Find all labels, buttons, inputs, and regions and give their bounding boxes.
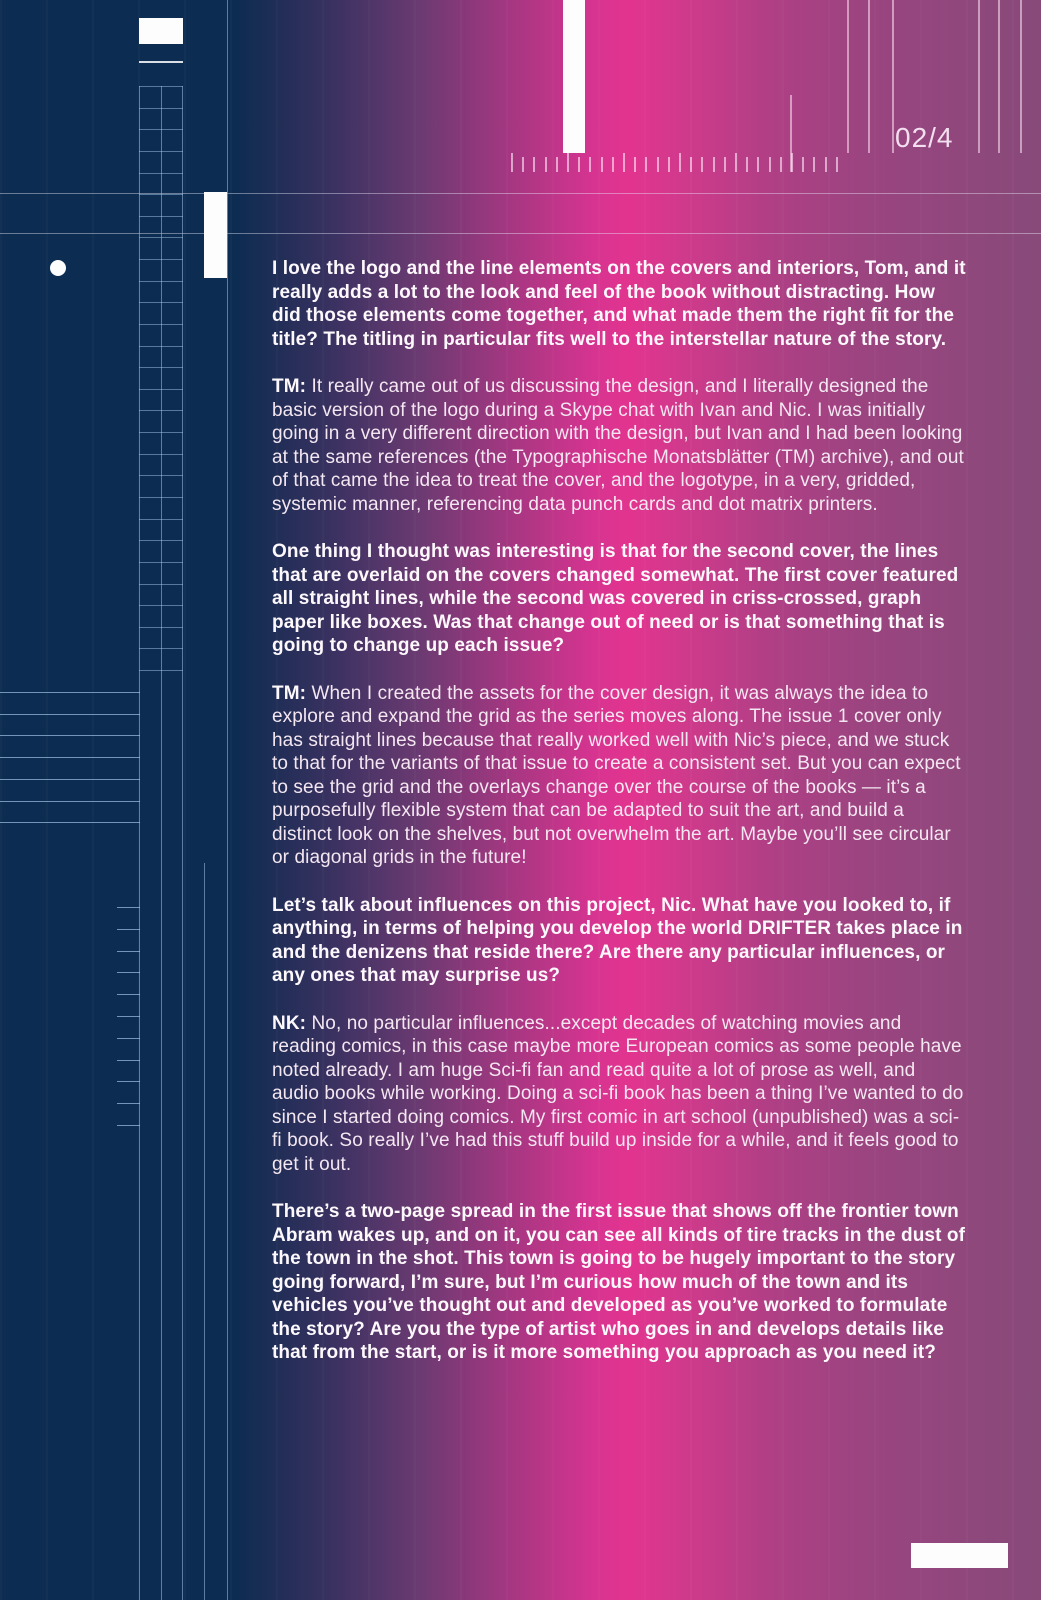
grid-row-line bbox=[139, 129, 183, 130]
ruler-tick bbox=[578, 157, 580, 172]
ruler-tick bbox=[735, 153, 737, 172]
paragraph-7: There’s a two-page spread in the first issue that shows off the frontier town Abram wakes up, and on it, you can see all kinds of tire tracks in the dust of the town in the shot. This town is going to be hugely important to the story going forward, I’m sure, but I’m curious how much of the town and its vehicles you’ve thought out and developed as you’ve worked to formulate the story? Are you the type of artist who goes in and develops details like that from the start, or is it more something you approach as you need it? bbox=[272, 1201, 966, 1363]
grid-row-line bbox=[139, 627, 183, 628]
left-tick bbox=[117, 994, 140, 995]
paragraph-5: Let’s talk about influences on this project, Nic. What have you looked to, if anything, in terms of helping you develop the world DRIFTER takes place in and the denizens that reside there? Are there any particular influences, or any ones that may surprise us? bbox=[272, 894, 963, 986]
ruler-tick bbox=[746, 157, 748, 172]
left-rule bbox=[0, 779, 140, 780]
column-rule-outer bbox=[227, 0, 228, 1600]
grid-row-line bbox=[139, 670, 183, 671]
grid-row-line bbox=[139, 410, 183, 411]
speaker-label: NK: bbox=[272, 1012, 307, 1034]
column-rule-grid-mid bbox=[161, 86, 162, 1600]
left-tick bbox=[117, 1103, 140, 1104]
ruler-tick bbox=[724, 157, 726, 172]
ruler-tick bbox=[657, 157, 659, 172]
ruler-tick bbox=[612, 157, 614, 172]
left-rule bbox=[0, 801, 140, 802]
grid-row-line bbox=[139, 497, 183, 498]
grid-row-line bbox=[139, 584, 183, 585]
left-tick bbox=[117, 1038, 140, 1039]
left-tick bbox=[117, 972, 140, 973]
ruler-tick bbox=[589, 157, 591, 172]
grid-row-line bbox=[139, 302, 183, 303]
deco-bar-top-center bbox=[563, 0, 585, 153]
paragraph-2: TM: It really came out of us discussing the design, and I literally designed the basic version of the logo during a Skype chat with Ivan and Nic. I was initially going in a very different direction with the design, but Ivan and I had been looking at the same references (the Typographische Monatsblätter (TM) archive), and out of that came the idea to treat the cover, and the logotype, in a very, gridded, systemic manner, referencing data punch cards and dot matrix printers. bbox=[272, 376, 964, 515]
grid-row-line bbox=[139, 475, 183, 476]
paragraph-1: I love the logo and the line elements on the covers and interiors, Tom, and it really adds a lot to the look and feel of the book without distracting. How did those elements come together, and what made them the right fit for the title? The titling in particular fits well to the interstellar nature of the story. bbox=[272, 258, 966, 350]
grid-row-line bbox=[139, 86, 183, 87]
left-rule bbox=[0, 822, 140, 823]
speaker-label: TM: bbox=[272, 682, 307, 704]
ruler-tick bbox=[825, 157, 827, 172]
grid-row-line bbox=[139, 519, 183, 520]
left-tick bbox=[117, 929, 140, 930]
ruler-tick bbox=[836, 157, 838, 172]
left-tick bbox=[117, 1081, 140, 1082]
deco-rect-bottom-right bbox=[911, 1543, 1008, 1568]
ruler-tick bbox=[601, 157, 603, 172]
divider-line-bottom bbox=[0, 233, 1041, 234]
grid-row-line bbox=[139, 216, 183, 217]
grid-row-line bbox=[139, 194, 183, 195]
paragraph-4: TM: When I created the assets for the cover design, it was always the idea to explore and expand the grid as the series moves along. The issue 1 cover only has straight lines because that really worked well with Nic’s piece, and we stuck to that for the variants of that issue to create a consistent set. But you can expect to see the grid and the overlays change over the course of the books — it’s a purposefully flexible system that can be adapted to suit the art, and build a distinct look on the shelves, but not overwhelm the art. Maybe you’ll see circular or diagonal grids in the future! bbox=[272, 682, 961, 868]
ruler-tick bbox=[769, 157, 771, 172]
ruler-tick bbox=[690, 157, 692, 172]
ruler-tick bbox=[522, 157, 524, 172]
grid-row-line bbox=[139, 281, 183, 282]
grid-row-line bbox=[139, 324, 183, 325]
ruler-tick bbox=[757, 157, 759, 172]
ruler-tick bbox=[668, 157, 670, 172]
column-rule-grid-left bbox=[139, 86, 140, 1600]
speaker-label: TM: bbox=[272, 376, 307, 397]
paragraph-6: NK: No, no particular influences...except decades of watching movies and reading comics, in this case maybe more European comics as some people have noted already. I am huge Sci-fi fan and read quite a lot of prose as well, and audio books while working. Doing a sci-fi book has been a thing I’ve wanted to do since I started doing comics. My first comic in art school (unpublished) was a sci-fi book. So really I’ve had this stuff build up inside for a while, and it feels good to get it out. bbox=[272, 1012, 964, 1175]
left-tick bbox=[117, 951, 140, 952]
deco-bar-left bbox=[204, 192, 227, 278]
left-tick bbox=[117, 1060, 140, 1061]
page-number: 02/4 bbox=[895, 122, 954, 153]
ruler-tick bbox=[813, 157, 815, 172]
left-tick bbox=[117, 907, 140, 908]
header-vline bbox=[868, 0, 870, 153]
header-vline-short bbox=[790, 95, 792, 172]
header-vline bbox=[1020, 0, 1022, 153]
ruler-tick bbox=[780, 157, 782, 172]
grid-row-line bbox=[139, 454, 183, 455]
deco-rect-top-left bbox=[139, 18, 183, 44]
left-rule bbox=[0, 692, 140, 693]
grid-row-line bbox=[139, 389, 183, 390]
left-rule bbox=[0, 735, 140, 736]
grid-row-line bbox=[139, 432, 183, 433]
ruler-tick bbox=[567, 153, 569, 172]
grid-row-line bbox=[139, 367, 183, 368]
grid-row-line bbox=[139, 540, 183, 541]
left-rule bbox=[0, 714, 140, 715]
header-vline bbox=[998, 0, 1000, 153]
grid-row-line bbox=[139, 346, 183, 347]
header-vline bbox=[978, 0, 980, 153]
ruler-tick bbox=[679, 153, 681, 172]
ruler-tick bbox=[634, 157, 636, 172]
ruler-tick bbox=[713, 157, 715, 172]
deco-dash-top-left bbox=[139, 61, 183, 63]
left-tick bbox=[117, 1016, 140, 1017]
left-rule bbox=[0, 757, 140, 758]
column-rule-inner bbox=[204, 863, 205, 1600]
column-rule-grid-right bbox=[182, 86, 183, 1600]
header-vline bbox=[847, 0, 849, 153]
ruler-tick bbox=[623, 153, 625, 172]
deco-dot bbox=[50, 260, 66, 276]
paragraph-3: One thing I thought was interesting is that for the second cover, the lines that are overlaid on the covers changed somewhat. The first cover featured all straight lines, while the second was covered in criss-crossed, graph paper like boxes. Was that change out of need or is that something that is going to change up each issue? bbox=[272, 541, 959, 656]
ruler-tick bbox=[556, 157, 558, 172]
grid-row-line bbox=[139, 648, 183, 649]
grid-row-line bbox=[139, 173, 183, 174]
left-tick bbox=[117, 1125, 140, 1126]
interview-text bbox=[272, 257, 967, 1389]
grid-row-line bbox=[139, 237, 183, 238]
header-vline bbox=[892, 0, 894, 153]
grid-row-line bbox=[139, 108, 183, 109]
grid-row-line bbox=[139, 151, 183, 152]
grid-row-line bbox=[139, 605, 183, 606]
grid-row-line bbox=[139, 259, 183, 260]
ruler-tick bbox=[545, 157, 547, 172]
ruler-tick bbox=[701, 157, 703, 172]
ruler-tick bbox=[533, 157, 535, 172]
ruler-tick bbox=[511, 153, 513, 172]
ruler-tick bbox=[645, 157, 647, 172]
grid-row-line bbox=[139, 562, 183, 563]
ruler-tick bbox=[802, 157, 804, 172]
